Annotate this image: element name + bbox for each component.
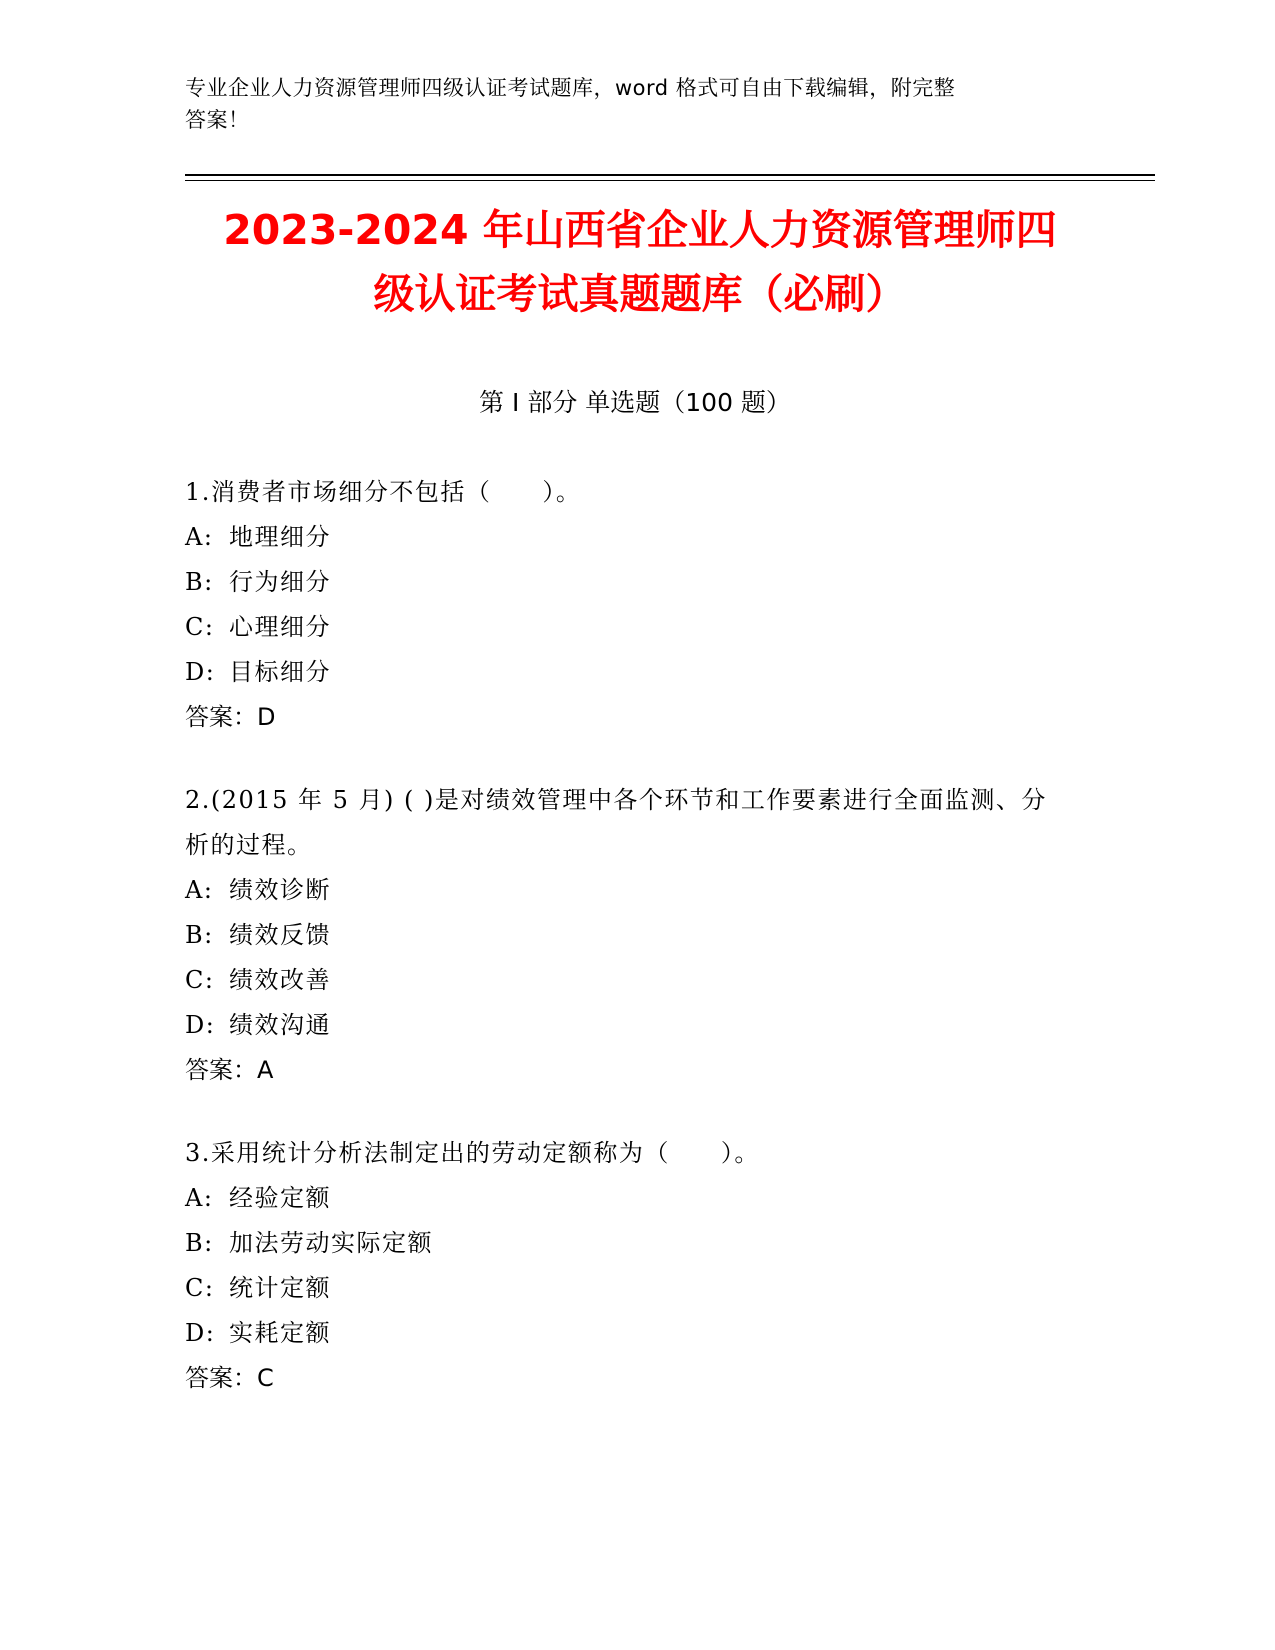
option-text: 统计定额	[229, 1274, 331, 1302]
option-letter: A:	[185, 876, 214, 904]
question-stem: 1.消费者市场细分不包括（ ）。	[185, 478, 582, 506]
header-divider-thin	[185, 180, 1155, 181]
option-letter: B:	[185, 921, 214, 949]
option-text: 目标细分	[229, 658, 331, 686]
document-title	[150, 198, 1130, 326]
question-stem: 3.采用统计分析法制定出的劳动定额称为（ ）。	[185, 1139, 760, 1167]
question-stem: 2.(2015 年 5 月) ( )是对绩效管理中各个环节和工作要素进行全面监测、分析的过程。	[185, 786, 1047, 859]
answer-label: 答案：D	[185, 703, 276, 731]
option-letter: D:	[185, 1319, 216, 1347]
option-d	[185, 650, 1065, 695]
document-title-line1: 2023-2024 年山西省企业人力资源管理师四	[223, 206, 1057, 254]
option-letter: A:	[185, 523, 214, 551]
option-text: 心理细分	[229, 613, 331, 641]
option-c	[185, 605, 1065, 650]
option-c	[185, 1266, 1065, 1311]
option-text: 行为细分	[229, 568, 331, 596]
question-2	[185, 778, 1065, 1093]
question-3	[185, 1131, 1065, 1401]
question-list	[185, 470, 1065, 1439]
option-letter: A:	[185, 1184, 214, 1212]
option-text: 绩效改善	[229, 966, 331, 994]
option-b	[185, 1221, 1065, 1266]
option-letter: D:	[185, 658, 216, 686]
header-note-line2: 答案！	[185, 108, 250, 132]
option-letter: C:	[185, 613, 215, 641]
option-letter: D:	[185, 1011, 216, 1039]
option-text: 绩效诊断	[229, 876, 331, 904]
section-heading: 第 I 部分 单选题（100 题）	[479, 388, 791, 417]
option-letter: B:	[185, 568, 214, 596]
option-text: 绩效反馈	[229, 921, 331, 949]
option-text: 绩效沟通	[229, 1011, 331, 1039]
option-b	[185, 560, 1065, 605]
option-d	[185, 1311, 1065, 1356]
option-letter: B:	[185, 1229, 214, 1257]
answer-label: 答案：A	[185, 1056, 274, 1084]
question-1	[185, 470, 1065, 740]
option-d	[185, 1003, 1065, 1048]
answer-label: 答案：C	[185, 1364, 274, 1392]
option-text: 经验定额	[229, 1184, 331, 1212]
document-title-line2: 级认证考试真题题库（必刷）	[373, 270, 907, 318]
option-a	[185, 1176, 1065, 1221]
option-a	[185, 515, 1065, 560]
option-c	[185, 958, 1065, 1003]
option-b	[185, 913, 1065, 958]
option-letter: C:	[185, 966, 215, 994]
header-note	[185, 72, 1085, 136]
option-a	[185, 868, 1065, 913]
option-text: 地理细分	[229, 523, 331, 551]
header-note-line1: 专业企业人力资源管理师四级认证考试题库，word 格式可自由下载编辑，附完整	[185, 76, 956, 100]
option-letter: C:	[185, 1274, 215, 1302]
option-text: 实耗定额	[229, 1319, 331, 1347]
option-text: 加法劳动实际定额	[229, 1229, 433, 1257]
header-divider-thick	[185, 174, 1155, 176]
